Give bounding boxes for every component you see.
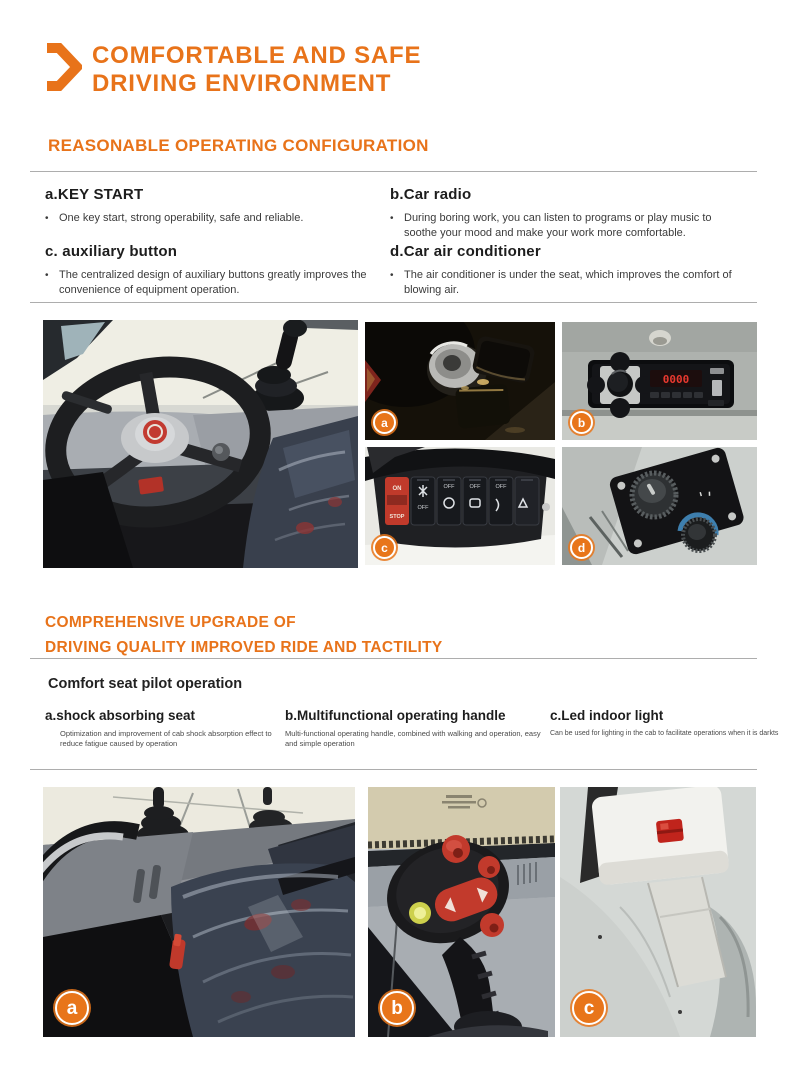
feature-car-radio (390, 186, 757, 243)
minicol-title: b.Multifunctional operating handle (285, 708, 506, 723)
photo-cab-interior (43, 320, 358, 568)
photo-led-indoor-light (560, 787, 756, 1037)
minicol-title: c.Led indoor light (550, 708, 664, 723)
minicol-text: Can be used for lighting in the cab to facilitate operations when it is darkts (550, 730, 779, 737)
bullet-dot: • (390, 270, 394, 281)
feature-operating-handle (285, 708, 550, 749)
switch-off-label: OFF (417, 505, 429, 511)
minicol-text: Optimization and improvement of cab shock absorption effect to reduce fatigue caused by operation (60, 729, 272, 748)
feature-title: b.Car radio (390, 186, 472, 203)
bullet-dot: • (45, 213, 49, 224)
feature-auxiliary-button (45, 243, 390, 298)
bullet-text: During boring work, you can listen to programs or play music to soothe your mood and make your work more comfortable. (404, 212, 712, 239)
switch-on-label: ON (392, 486, 402, 492)
divider (30, 171, 757, 172)
bullet-text: One key start, strong operability, safe and reliable. (59, 212, 304, 224)
photo-switch-panel (365, 447, 555, 565)
photo-operating-handle (368, 787, 555, 1037)
feature-bullet (390, 268, 757, 298)
minicol-title: a.shock absorbing seat (45, 708, 196, 723)
switch-off-label: OFF (443, 484, 455, 490)
feature-key-start (45, 186, 390, 243)
feature-shock-absorbing-seat (45, 708, 280, 749)
section2-photo-row (43, 787, 757, 1037)
photo-badge-a: a (55, 991, 89, 1025)
photo-car-radio (562, 322, 757, 440)
section1-heading: REASONABLE OPERATING CONFIGURATION (48, 136, 429, 155)
comfort-subheading: Comfort seat pilot operation (48, 676, 243, 692)
brand-chevron-icon (44, 40, 82, 94)
photo-badge-d: d (570, 536, 593, 559)
section1-features (45, 186, 757, 298)
feature-title: c. auxiliary button (45, 243, 178, 260)
photo-shock-absorbing-seat (43, 787, 355, 1037)
cab-interior-illustration (43, 320, 358, 568)
photo-badge-b: b (570, 411, 593, 434)
section2-heading-line2: DRIVING QUALITY IMPROVED RIDE AND TACTILITY (45, 639, 443, 656)
page-title-line2: DRIVING ENVIRONMENT (92, 70, 392, 97)
page-title (92, 42, 421, 98)
feature-bullet (45, 268, 390, 298)
feature-title: d.Car air conditioner (390, 243, 541, 260)
bullet-dot: • (390, 213, 394, 224)
photo-badge-c: c (572, 991, 606, 1025)
switch-off-label: OFF (495, 484, 507, 490)
feature-bullet (390, 211, 757, 241)
feature-led-indoor-light (550, 708, 779, 739)
photo-badge-a: a (373, 411, 396, 434)
seat-illustration (43, 787, 355, 1037)
feature-air-conditioner (390, 243, 757, 298)
divider (30, 769, 757, 770)
section2-heading (45, 610, 443, 660)
radio-display-digits: 0000 (662, 373, 690, 386)
divider (30, 658, 757, 659)
minicol-text: Multi-functional operating handle, combined with walking and operation, easy and simple operation (285, 729, 541, 748)
photo-ac-knobs (562, 447, 757, 565)
section1-photo-grid (43, 320, 757, 568)
bullet-text: The centralized design of auxiliary buttons greatly improves the convenience of equipment operation. (59, 269, 367, 296)
feature-title: a.KEY START (45, 186, 144, 203)
switch-off-label: OFF (469, 484, 481, 490)
feature-bullet (45, 211, 390, 226)
photo-key-start (365, 322, 555, 440)
bullet-text: The air conditioner is under the seat, which improves the comfort of blowing air. (404, 269, 732, 296)
photo-badge-b: b (380, 991, 414, 1025)
section2-heading-line1: COMPREHENSIVE UPGRADE OF (45, 614, 296, 631)
switch-stop-label: STOP (389, 514, 405, 520)
bullet-dot: • (45, 270, 49, 281)
divider (30, 302, 757, 303)
page-title-line1: COMFORTABLE AND SAFE (92, 42, 422, 69)
photo-badge-c: c (373, 536, 396, 559)
